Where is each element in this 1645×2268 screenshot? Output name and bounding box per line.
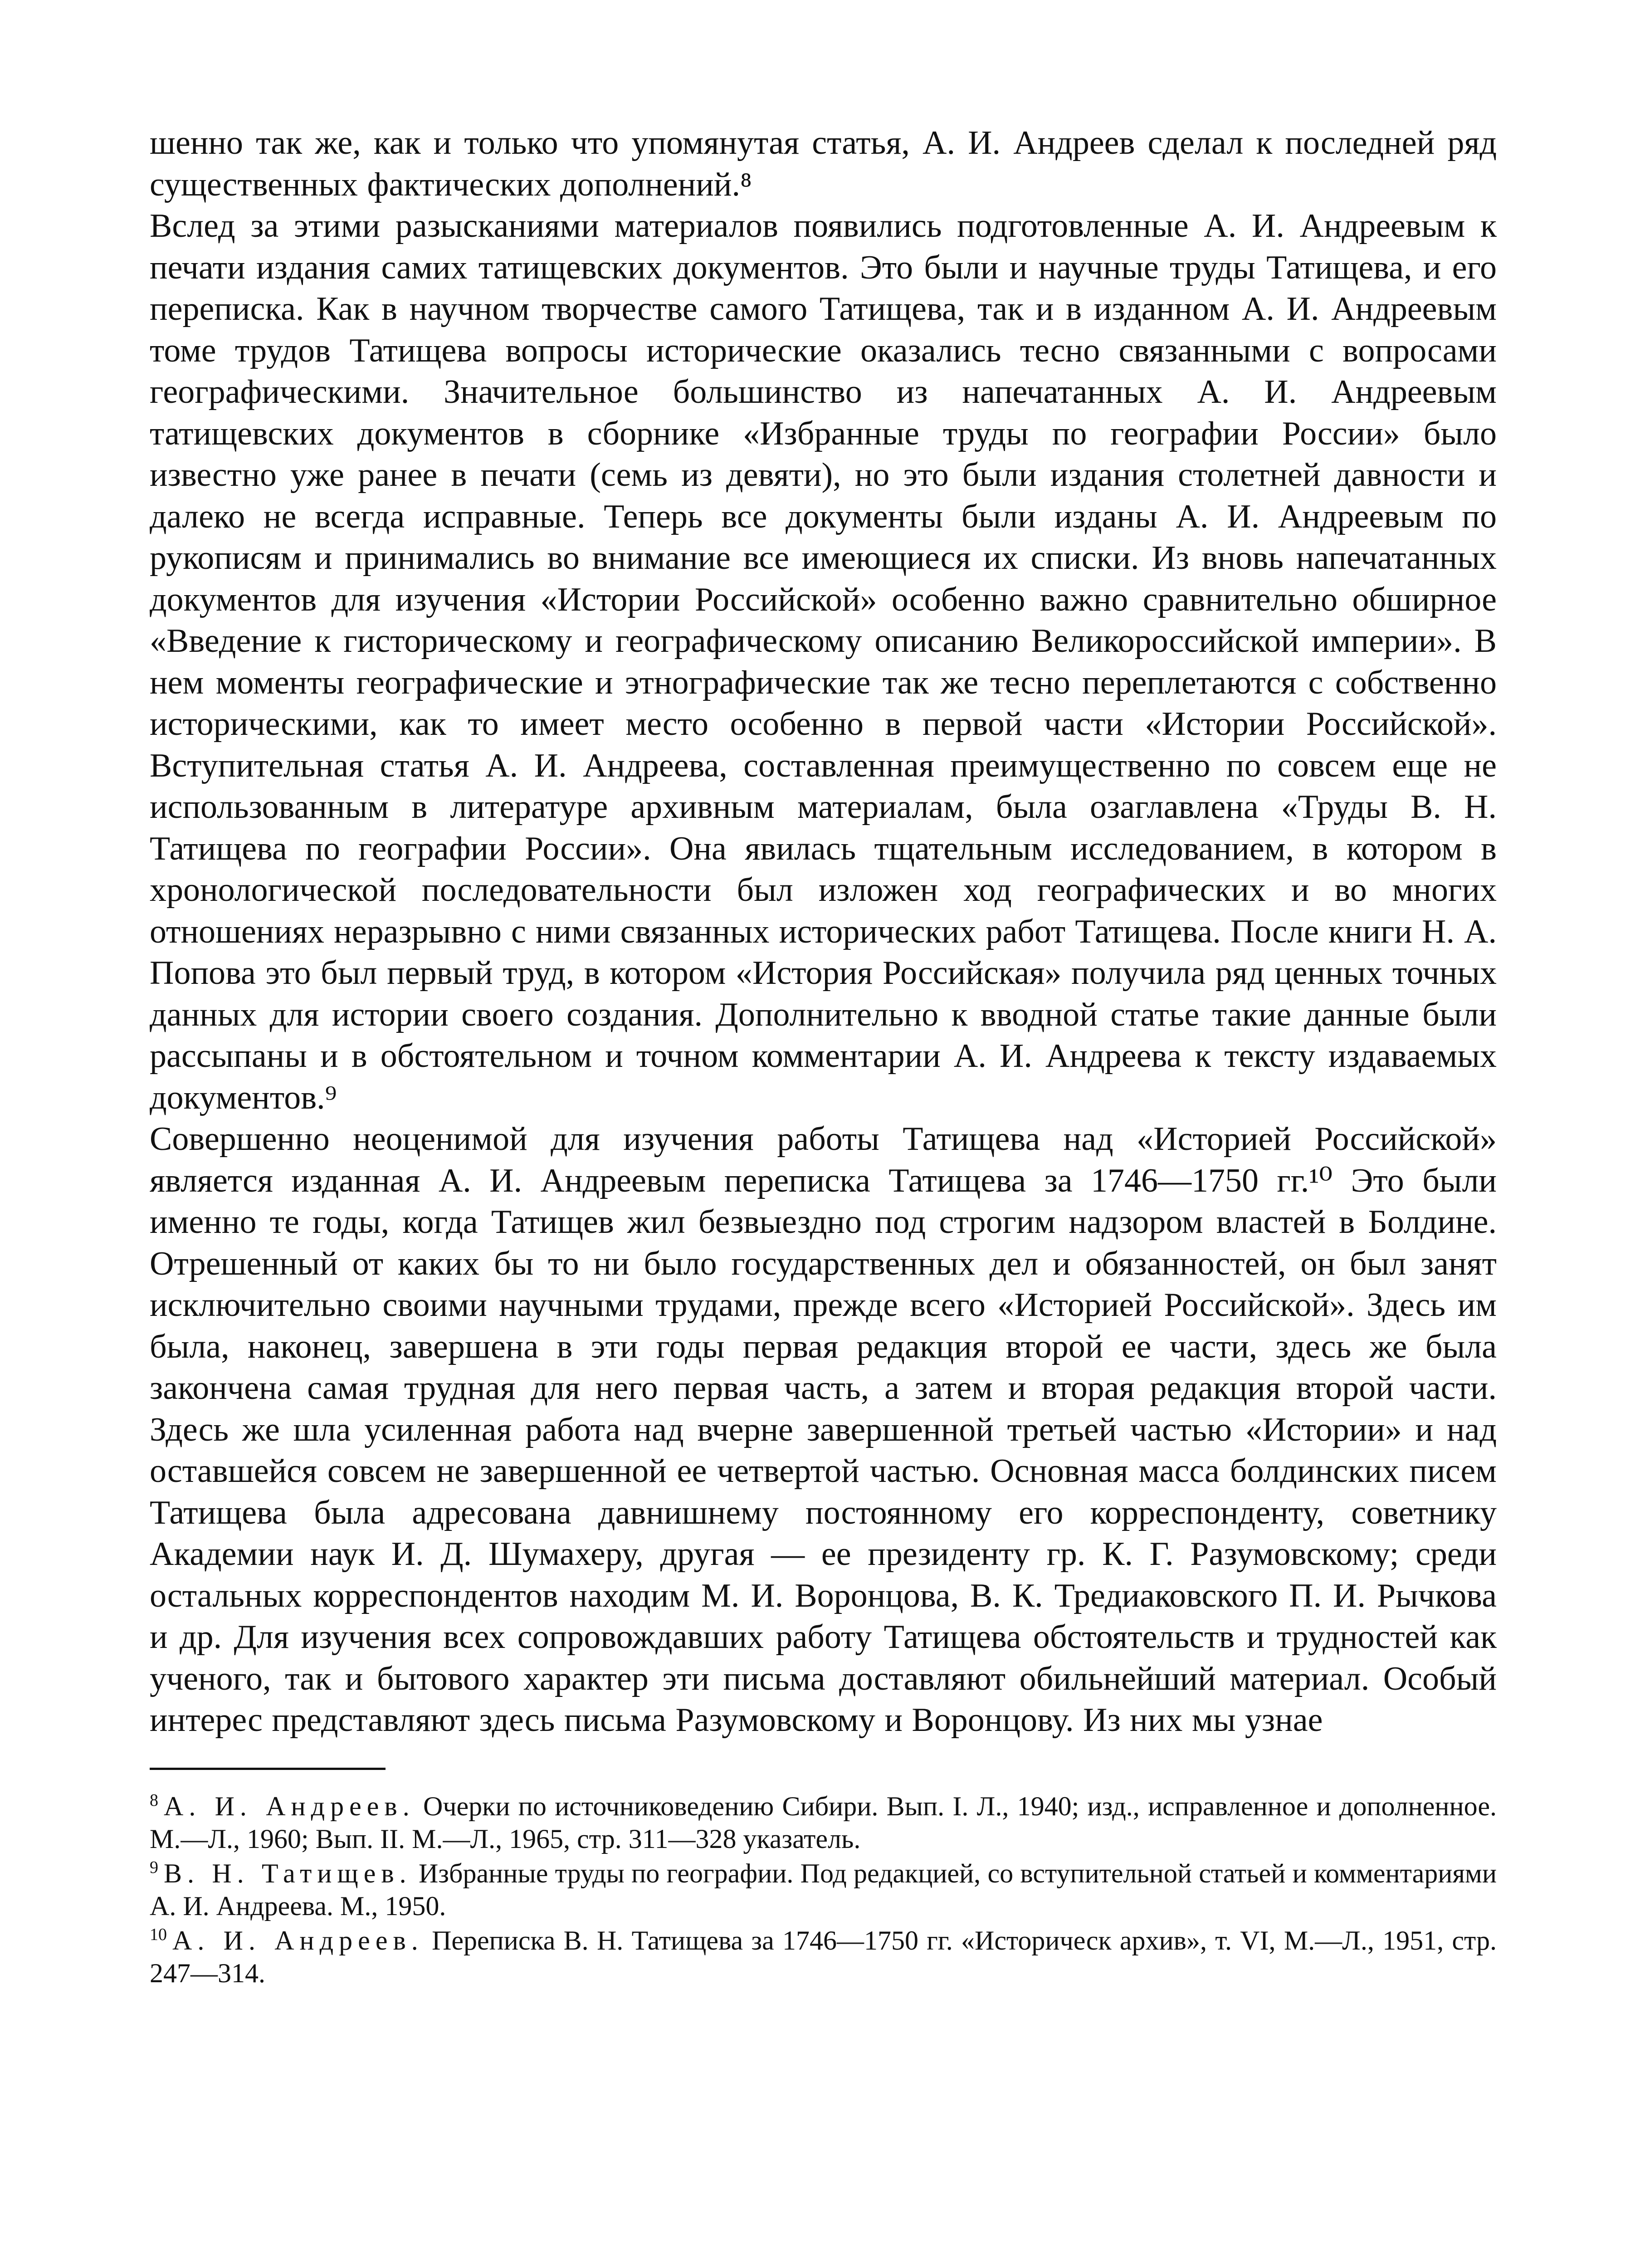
footnote-number: 9 bbox=[150, 1857, 158, 1877]
footnotes bbox=[150, 1790, 1497, 1989]
footnote-number: 8 bbox=[150, 1790, 158, 1810]
footnote-10 bbox=[150, 1924, 1497, 1989]
footnote-author: А. И. Андреев. bbox=[172, 1925, 424, 1955]
page-content bbox=[150, 122, 1497, 1991]
footnote-9 bbox=[150, 1857, 1497, 1922]
footnote-text: Переписка В. Н. Татищева за 1746—1750 гг. «Историческ архив», т. VI, М.—Л., 1951, стр. 247—314. bbox=[150, 1925, 1497, 1988]
footnote-author: В. Н. Татищев. bbox=[164, 1858, 412, 1888]
footnote-8 bbox=[150, 1790, 1497, 1855]
paragraph-continuation: шенно так же, как и только что упомянутая статья, А. И. Андреев сделал к последней ряд существенных фактических дополнений.⁸ bbox=[150, 124, 1497, 203]
paragraph-editions: Вслед за этими разысканиями материалов появились подготовленные А. И. Андреевым к печати издания самих татищевских документов. Это были и научные труды Татищева, и его переписка. Как в научном творчестве самого Татищева, так и в изданном А. И. Андреевым томе трудов Татищева вопросы исторические оказались тесно связанными с вопросами географическими. Значительное большинство из напечатанных А. И. Андреевым татищевских документов в сборнике «Избранные труды по географии России» было известно уже ранее в печати (семь из девяти), но это были издания столетней давности и далеко не всегда исправные. Теперь все документы были изданы А. И. Андреевым по рукописям и принимались во внимание все имеющиеся их списки. Из вновь напечатанных документов для изучения «Истории Российской» особенно важно сравнительно обширное «Введение к гисторическому и географическому описанию Великороссийской империи». В нем моменты географические и этнографические так же тесно переплетаются с собственно историческими, как то имеет место особенно в первой части «Истории Российской». Вступительная статья А. И. Андреева, составленная преимущественно по совсем еще не использованным в литературе архивным материалам, была озаглавлена «Труды В. Н. Татищева по географии России». Она явилась тщательным исследованием, в котором в хронологической последовательности был изложен ход географических и во многих отношениях неразрывно с ними связанных исторических работ Татищева. После книги Н. А. Попова это был первый труд, в котором «История Российская» получила ряд ценных точных данных для истории своего создания. Дополнительно к вводной статье такие данные были рассыпаны и в обстоятельном и точном комментарии А. И. Андреева к тексту издаваемых документов.⁹ bbox=[150, 207, 1497, 1116]
footnote-text: Избранные труды по географии. Под редакцией, со вступительной статьей и комментариями А. И. Андреева. М., 1950. bbox=[150, 1858, 1497, 1921]
footnote-author: А. И. Андреев. bbox=[164, 1791, 415, 1821]
paragraph-correspondence: Совершенно неоценимой для изучения работы Татищева над «Историей Российской» является изданная А. И. Андреевым переписка Татищева за 1746—1750 гг.¹⁰ Это были именно те годы, когда Татищев жил безвыездно под строгим надзором властей в Болдине. Отрешенный от каких бы то ни было государственных дел и обязанностей, он был занят исключительно своими научными трудами, прежде всего «Историей Российской». Здесь им была, наконец, завершена в эти годы первая редакция второй ее части, здесь же была закончена самая трудная для него первая часть, а затем и вторая редакция второй части. Здесь же шла усиленная работа над вчерне завершенной третьей частью «Истории» и над оставшейся совсем не завершенной ее четвертой частью. Основная масса болдинских писем Татищева была адресована давнишнему постоянному его корреспонденту, советнику Академии наук И. Д. Шумахеру, другая — ее президенту гр. К. Г. Разумовскому; среди остальных корреспондентов находим М. И. Воронцова, В. К. Тредиаковского П. И. Рычкова и др. Для изучения всех сопровождавших работу Татищева обстоятельств и трудностей как ученого, так и бытового характер эти письма доставляют обильнейший материал. Особый интерес представляют здесь письма Разумовскому и Воронцову. Из них мы узнае bbox=[150, 1120, 1497, 1739]
footnote-divider bbox=[150, 1768, 386, 1770]
main-text bbox=[150, 122, 1497, 1741]
footnote-number: 10 bbox=[150, 1925, 167, 1944]
footnote-text: Очерки по источниковедению Сибири. Вып. I. Л., 1940; изд., исправленное и дополненное. М.—Л., 1960; Вып. II. М.—Л., 1965, стр. 311—328 указатель. bbox=[150, 1791, 1497, 1854]
